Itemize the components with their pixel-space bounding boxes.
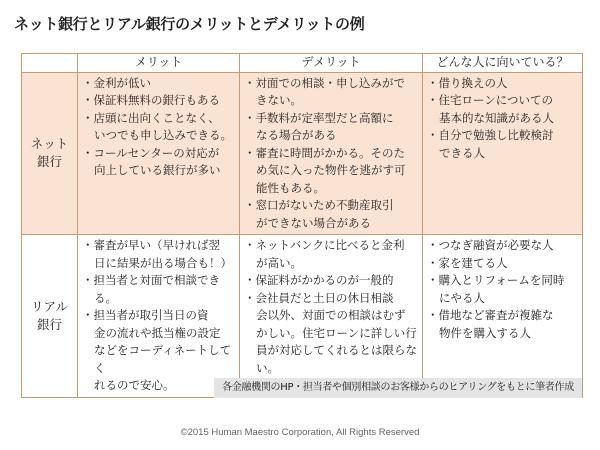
page-title: ネット銀行とリアル銀行のメリットとデメリットの例 (14, 15, 365, 33)
cell-net-merit (78, 72, 240, 235)
bullet-item: ・保証料無料の銀行もある (82, 93, 220, 107)
bullet-item: ・金利が低い (82, 75, 151, 90)
bullet-item: ・審査が早い（早ければ翌 日に結果が出る場合も！） (82, 238, 232, 270)
bullet-item: ・家を建てる人 (427, 255, 508, 270)
bullet-item: ・担当者が取引当日の資 金の流れや抵当権の設定 などをコーディネートしてく れるので安心。 (82, 308, 232, 392)
header-empty (22, 54, 78, 73)
bullet-item: ・借り換えの人 (427, 75, 508, 90)
cell-net-suitable (423, 72, 583, 235)
bullet-item: ・コールセンターの対応が 向上している銀行が多い (82, 145, 221, 177)
header-row (22, 54, 583, 73)
bullet-item: ・つなぎ融資が必要な人 (427, 238, 554, 252)
bullet-item: ・手数料が定率型だと高額に なる場合がある (244, 110, 394, 142)
header-demerit: デメリット (240, 54, 423, 73)
bullet-item: ・自分で勉強し比較検討 できる人 (427, 128, 554, 160)
header-suitable: どんな人に向いている？ (423, 54, 583, 73)
row-label-net-bank (22, 72, 78, 235)
row-label-real-bank (22, 235, 78, 398)
bullet-item: ・住宅ローンについての 基本的な知識がある人 (427, 93, 554, 125)
bullet-item: ・担当者と対面で相談でき る。 (82, 273, 220, 305)
header-merit: メリット (78, 54, 240, 73)
bullet-item: ・窓口がないため不動産取引 ができない場合がある (244, 198, 394, 230)
bullet-item: ・借地など審査が複雑な 物件を購入する人 (427, 308, 554, 340)
cell-net-demerit (240, 72, 423, 235)
comparison-table (21, 53, 583, 398)
cell-real-suitable (423, 235, 583, 398)
cell-real-demerit (240, 235, 423, 398)
bullet-item: ・店頭に出向くことなく、 いつでも申し込みできる。 (82, 110, 232, 142)
bullet-item: ・会社員だと土日の休日相談 会以外、対面での相談はむず かしい。住宅ローンに詳しい行 員が対応してくれるとは限らな い。 (244, 290, 417, 375)
bullet-item: ・購入とリフォームを同時 にやる人 (427, 273, 565, 305)
bullet-item: ・保証料がかかるのが一般的 (244, 273, 394, 287)
row-net-bank (22, 72, 583, 235)
source-note: 各金融機関のHP・担当者や個別相談のお客様からのヒアリングをもとに筆者作成 (214, 378, 582, 398)
cell-real-merit (78, 235, 240, 398)
row-label-text: ネット 銀行 (30, 136, 69, 170)
row-label-text: リアル 銀行 (30, 298, 68, 332)
copyright-notice: ©2015 Human Maestro Corporation, All Rights Reserved (180, 427, 420, 438)
row-real-bank (22, 235, 583, 398)
bullet-item: ・ネットバンクに比べると金利 が高い。 (244, 238, 405, 270)
bullet-item: ・対面での相談・申し込みがで きない。 (244, 75, 405, 107)
bullet-item: ・審査に時間がかかる。そのた め気に入った物件を逃がす可 能性もある。 (244, 145, 406, 195)
